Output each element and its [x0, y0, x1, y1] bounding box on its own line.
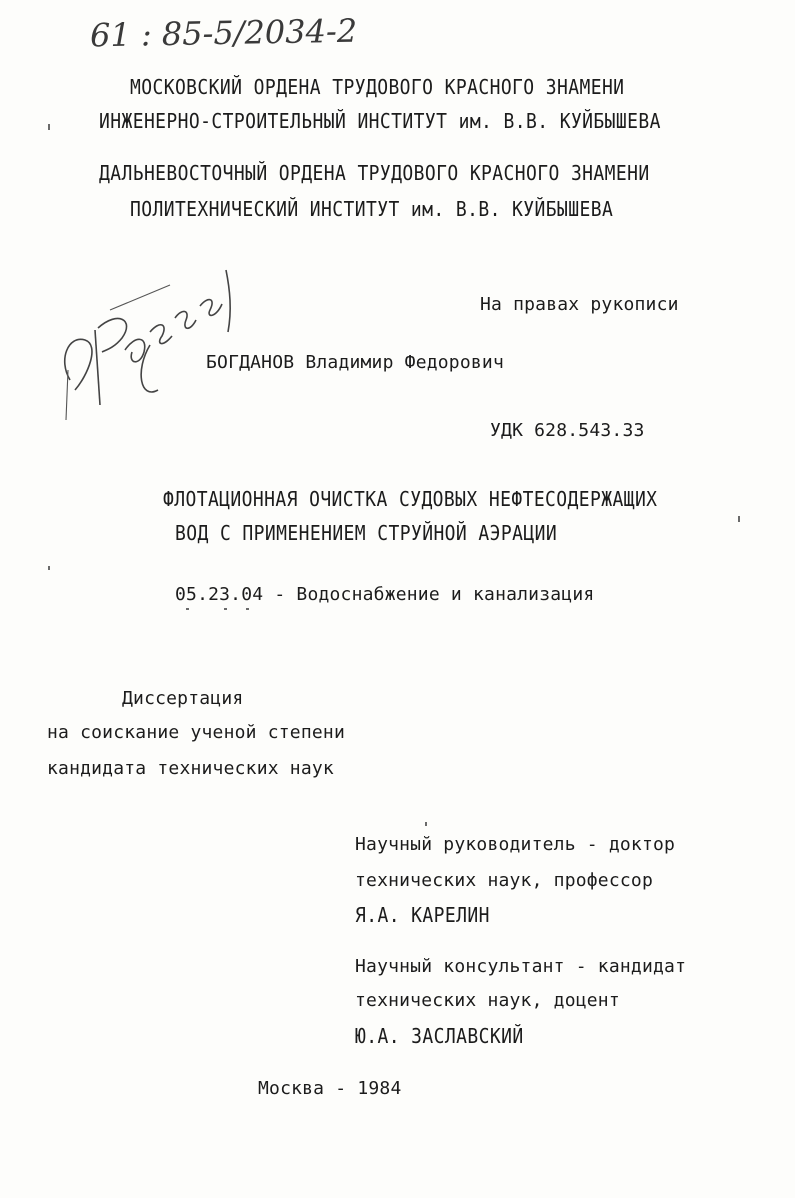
consultant-title-line-2: технических наук, доцент	[355, 990, 620, 1011]
institution-1-line-2: ИНЖЕНЕРНО-СТРОИТЕЛЬНЫЙ ИНСТИТУТ им. В.В. КУЙБЫШЕВА	[99, 110, 661, 134]
author-name: БОГДАНОВ Владимир Федорович	[206, 352, 504, 373]
institution-2-line-2: ПОЛИТЕХНИЧЕСКИЙ ИНСТИТУТ им. В.В. КУЙБЫШЕВА	[130, 198, 614, 222]
scan-speck	[48, 124, 50, 130]
scan-speck	[224, 608, 227, 610]
consultant-title-line-1: Научный консультант - кандидат	[355, 956, 687, 977]
degree-line-1: на соискание ученой степени	[47, 722, 345, 743]
city-year: Москва - 1984	[258, 1078, 402, 1099]
scan-speck	[246, 608, 249, 610]
supervisor-name: Я.А. КАРЕЛИН	[355, 904, 490, 928]
degree-line-2: кандидата технических наук	[47, 758, 334, 779]
scan-speck	[186, 608, 189, 610]
consultant-name: Ю.А. ЗАСЛАВСКИЙ	[355, 1025, 524, 1049]
institution-2-line-1: ДАЛЬНЕВОСТОЧНЫЙ ОРДЕНА ТРУДОВОГО КРАСНОГО ЗНАМЕНИ	[99, 162, 650, 186]
institution-1-line-1: МОСКОВСКИЙ ОРДЕНА ТРУДОВОГО КРАСНОГО ЗНАМЕНИ	[130, 76, 625, 100]
supervisor-title-line-2: технических наук, профессор	[355, 870, 653, 891]
dissertation-label: Диссертация	[122, 688, 244, 709]
archive-code: 61 : 85-5/2034-2	[89, 11, 358, 55]
thesis-title-line-1: ФЛОТАЦИОННАЯ ОЧИСТКА СУДОВЫХ НЕФТЕСОДЕРЖАЩИХ	[163, 488, 658, 512]
specialty-code: 05.23.04 - Водоснабжение и канализация	[175, 584, 595, 605]
scan-speck	[48, 566, 50, 570]
scan-speck	[738, 516, 740, 522]
supervisor-title-line-1: Научный руководитель - доктор	[355, 834, 676, 855]
author-signature	[40, 240, 250, 430]
thesis-title-line-2: ВОД С ПРИМЕНЕНИЕМ СТРУЙНОЙ АЭРАЦИИ	[175, 522, 558, 546]
scan-speck	[425, 822, 427, 826]
udc-code: УДК 628.543.33	[490, 420, 645, 441]
manuscript-rights: На правах рукописи	[480, 294, 679, 315]
